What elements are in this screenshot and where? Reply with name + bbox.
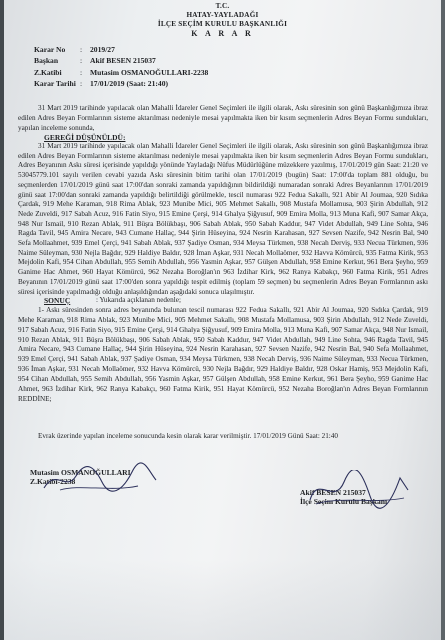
meta-value: 2019/27 [90, 45, 115, 54]
document-header [4, 2, 441, 28]
reasoning-paragraph: 31 Mart 2019 tarihinde yapılacak olan Mahalli İdareler Genel Seçimleri ile ilgili olarak, Askı süresinin son günü Başkanlığımıza ibraz edilen Adres Beyan Formlarının sisteme aktarılması nedeniyle mesai yapılmakta iken bir kısım seçmenlerin Adres Beyan Formu sundukları, Adres Beyanının Askı süresi içerisinde yapıldığı yönünde Yayladağı Nüfus Müdürlüğüne müzekkere yazılmış, 17/01/2019 gün Saat: 21:20 ve 53045779.101 sayılı verilen cevabi yazıda Askı süresinin bitim tarihi olan 17/01/2019 (bugün) Saat: 17:00'da toplam 881 olduğu, bu seçmenlerden 17/01/2019 günü saat 17:00'dan sonraki zamanda yapıldığının bildirildiği numaradan sonraki Adres Beyanlarının 17/01/2019 günü saat 17:00'dan sonraki zamanda yapıldığı belirtildiği görülmekle, tescil numarası 922 Fedua Sakallı, 921 Abir Al Joumaa, 920 Sıdıka Çardak, 919 Mehe Karaman, 918 Rima Ablak, 923 Munibe Mici, 905 Mehmet Sakallı, 908 Mustafa Mollamusa, 903 Şirin Abdullah, 912 Nede Zuveldi, 917 Sabah Acuz, 916 Fatin Siyo, 915 Emine Çerşi, 914 Ghalya Şiğyusuf, 909 Emira Molla, 913 Muna Kafi, 907 Samar Akça, 948 Nur Ismail, 910 Rezan Ablak, 911 Büşra Bölükbaşı, 906 Sabah Ablak, 950 Sabah Kaddur, 947 Videt Abdullah, 949 Line Sohta, 946 Ragda Tavil, 945 Amira Necare, 943 Cumane Hallaç, 944 Şirin Hüseyina, 924 Nesrin Karahasan, 927 Sevsen Nazife, 942 Nesrin Bal, 940 Sefa Mollaahmet, 939 Emel Çerçi, 941 Sabah Ablak, 937 Şadiye Osman, 934 Meysa Türkmen, 938 Necah Derviş, 933 Necua Türkmen, 936 Naime Süleyman, 930 Nejla Bağdır, 929 Haldiye Baldır, 928 İman Aşkar, 931 Necah Mollaömer, 932 Havva Kömürcü, 935 Fatma Kirik, 953 Mejdolin Kafi, 954 Cihan Abdullah, 955 Semih Abdullah, 956 Yasmin Aşkar, 957 Gülşen Abdullah, 958 Emine Kerkut, 961 Bera Şeyho, 959 Ganime Hac Ahmet, 960 Hayat Kömürcü, 962 Nezaha Boroğlan'ın 963 İzdihar Kirk, 962 Ranya Kabakçı, 960 Fatma Kirik, 951 Adres Beyanının 17/01/2019 günü saat 17:00'den sonra yapıldığı tespit edilmiş (toplam 59 seçmen) bu seçmenlerin Adres Beyan Formlarının askı süresi içerisinde yapılmadığı olduğu anlaşıldığından aşağıdaki sonuca ulaşılmıştır. [18, 142, 428, 296]
meta-row-clerk [34, 67, 208, 78]
intro-paragraph: 31 Mart 2019 tarihinde yapılacak olan Mahalli İdareler Genel Seçimleri ile ilgili olarak, Askı süresinin son günü Başkanlığımıza ibraz edilen Adres Beyan Formlarının sisteme aktarılması nedeniyle mesai yapılmakta iken bir kısım seçmenlerin Adres Beyan Formu sundukları, yapılan inceleme sonunda, [18, 104, 428, 132]
document-page [4, 0, 441, 640]
document-title: K A R A R [191, 29, 254, 38]
meta-row-president [34, 55, 208, 66]
meta-row-decision-date [34, 78, 208, 89]
result-lead-text: : Yukarıda açıklanan nedenle; [96, 296, 181, 304]
clerk-title: Z.Katibi-2238 [30, 477, 76, 487]
meta-row-decision-no [34, 44, 208, 55]
section-heading-result: SONUÇ [44, 296, 71, 305]
meta-separator: : [80, 79, 83, 89]
clerk-name: Mutasim OSMANOĞULLARI [30, 468, 131, 477]
meta-separator: : [80, 56, 83, 66]
section-heading-considered: GEREĞİ DÜŞÜNÜLDÜ: [44, 133, 126, 142]
meta-separator: : [80, 45, 83, 54]
meta-label: Karar Tarihi [34, 79, 76, 89]
president-title: İlçe Seçim Kurulu Başkanı [300, 497, 388, 507]
paper-shading [4, 560, 441, 640]
meta-value: Akif BESEN 215037 [90, 56, 156, 66]
meta-value: 17/01/2019 (Saat: 21:40) [90, 79, 169, 89]
header-line-1: T.C. [215, 2, 230, 10]
meta-label: Karar No [34, 45, 66, 54]
president-handwritten-signature [304, 470, 414, 510]
decision-meta [34, 44, 208, 90]
meta-separator: : [80, 67, 83, 77]
header-line-3: İLÇE SEÇİM KURULU BAŞKANLIĞI [157, 19, 288, 28]
president-name: Akif BESEN 215037 [300, 488, 366, 497]
result-paragraph: 1- Askı süresinden sonra adres beyanında bulunan tescil numarası 922 Fedua Sakallı, 921 Abir Al Joumaa, 920 Sıdıka Çardak, 919 Mehe Karaman, 918 Rima Ablak, 923 Munibe Mici, 905 Mehmet Sakallı, 908 Mustafa Mollamusa, 903 Şirin Abdullah, 912 Nede Zuveldi, 917 Sabah Acuz, 916 Fatin Siyo, 915 Emine Çerşi, 914 Ghalya Şiğyusuf, 909 Emira Molla, 913 Muna Kafi, 907 Samar Akça, 948 Nur Ismail, 910 Rezan Ablak, 911 Büşra Bölükbaşı, 906 Sabah Ablak, 950 Sabah Kaddur, 947 Videt Abdullah, 949 Line Sohta, 946 Ragda Tavil, 945 Amira Necare, 943 Cumane Hallaç, 944 Şirin Hüseyina, 924 Nesrin Karahasan, 927 Sevsen Nazife, 942 Nesrin Bal, 940 Sefa Mollaahmet, 939 Emel Çerçi, 941 Sabah Ablak, 937 Şadiye Osman, 934 Meysa Türkmen, 938 Necah Derviş, 936 Naime Süleyman, 933 Necua Türkmen, 936 İman Aşkar, 931 Necah Mollaömer, 932 Havva Kömürcü, 930 Nejla Bağdır, 929 Haldiye Baldır, 928 Oskar Hamiş, 953 Mejdolin Kafi, 954 Cihan Abdullah, 955 Semih Abdullah, 956 Yasmin Aşkar, 957 Gülşen Abdullah, 958 Emine Kerkut, 961 Bera Şeyho, 959 Ganime Hac Ahmet, 963 İzdihar Kirk, 962 Ranya Kabakçı, 960 Fatma Kirik, 951 Hayat Kömürcü, 952 Nezaha Boroğlan'ın Adres Beyan Formlarının REDDİNE; [18, 306, 428, 403]
clerk-handwritten-signature [40, 462, 160, 496]
meta-value: Mutasim OSMANOĞULLARI-2238 [90, 67, 209, 77]
meta-label: Başkan [34, 56, 59, 66]
closing-paragraph: Evrak üzerinde yapılan inceleme sonucunda kesin olarak karar verilmiştir. 17/01/2019 Günü Saat: 21:40 [38, 432, 338, 440]
header-line-2: HATAY-YAYLADAĞI [186, 10, 259, 19]
meta-label: Z.Katibi [34, 67, 62, 77]
